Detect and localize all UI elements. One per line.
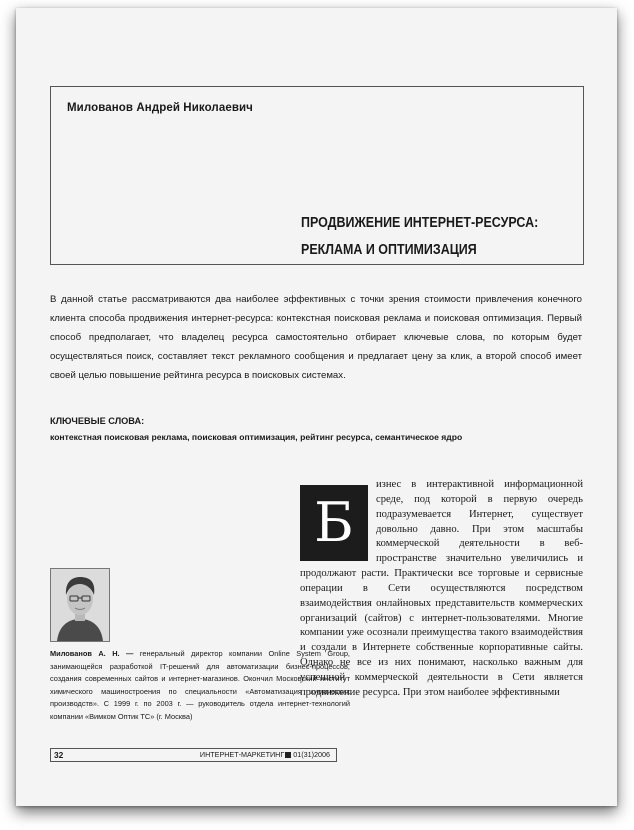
page-footer: [50, 748, 337, 762]
journal-name: [200, 750, 330, 759]
portrait-image: [51, 569, 109, 641]
article-header: [50, 86, 584, 265]
abstract: В данной статье рассматриваются два наиболее эффективных с точки зрения стоимости привлечения конечного клиента способа продвижения интернет-ресурса: контекстная поисковая реклама и поисковая оптимизация. Первый способ предполагает, что владелец ресурса самостоятельно отбирает ключевые слова, по которым будет осуществляться поиск, составляет текст рекламного сообщения и предлагает цену за клик, а второй способ имеет своей целью повышение рейтинга ресурса в поисковых системах.: [50, 294, 582, 381]
title-line-2: РЕКЛАМА И ОПТИМИЗАЦИЯ: [301, 242, 477, 258]
article-title: [301, 210, 538, 264]
title-line-1: ПРОДВИЖЕНИЕ ИНТЕРНЕТ-РЕСУРСА:: [301, 215, 539, 231]
author-photo: [50, 568, 110, 642]
author-bio: [50, 648, 350, 724]
keywords-text: контекстная поисковая реклама, поисковая оптимизация, рейтинг ресурса, семантическое ядро: [50, 432, 463, 442]
author-name: Милованов Андрей Николаевич: [67, 102, 253, 114]
square-bullet-icon: [285, 752, 291, 758]
keywords-heading: КЛЮЧЕВЫЕ СЛОВА:: [50, 416, 145, 426]
page-number: 32: [54, 750, 64, 760]
body-text: изнес в интерактивной информационной среде, под которой в первую очередь подразумевается Интернет, существует довольно давно. При этом масштабы коммерческой деятельности в веб-пространстве значительно увеличились и продолжают расти. Практически все торговые и сервисные операции в Сети осуществляются посредством взаимодействия онлайновых представительств коммерческих организаций (сайтов) с интернет-пользователями. Многие компании уже осознали преимущества такого взаимодействия и создали в Интернете собственные корпоративные сайты. Однако не все из них понимают, насколько важным для успешной коммерческой деятельности в Сети является продвижение ресурса. При этом наиболее эффективными: [300, 479, 583, 698]
journal-title: ИНТЕРНЕТ-МАРКЕТИНГ: [199, 750, 285, 759]
journal-issue: 01(31)2006: [293, 750, 330, 759]
drop-cap: Б: [300, 485, 368, 561]
drop-cap-spacer: [300, 478, 376, 562]
bio-name: Милованов А. Н. —: [50, 649, 134, 658]
journal-page: [16, 8, 617, 806]
bio-text: генеральный директор компании Online System Group, занимающейся разработкой IT-решений для автоматизации бизнес-процессов, создания современных сайтов и интернет-магазинов. Окончил Московский институт химического машиностроения по специальности «Автоматизация химических производств». С 1999 г. по 2003 г. — руководитель отдела интернет-технологий компании «Вимком Оптик ТС» (г. Москва): [50, 649, 350, 721]
